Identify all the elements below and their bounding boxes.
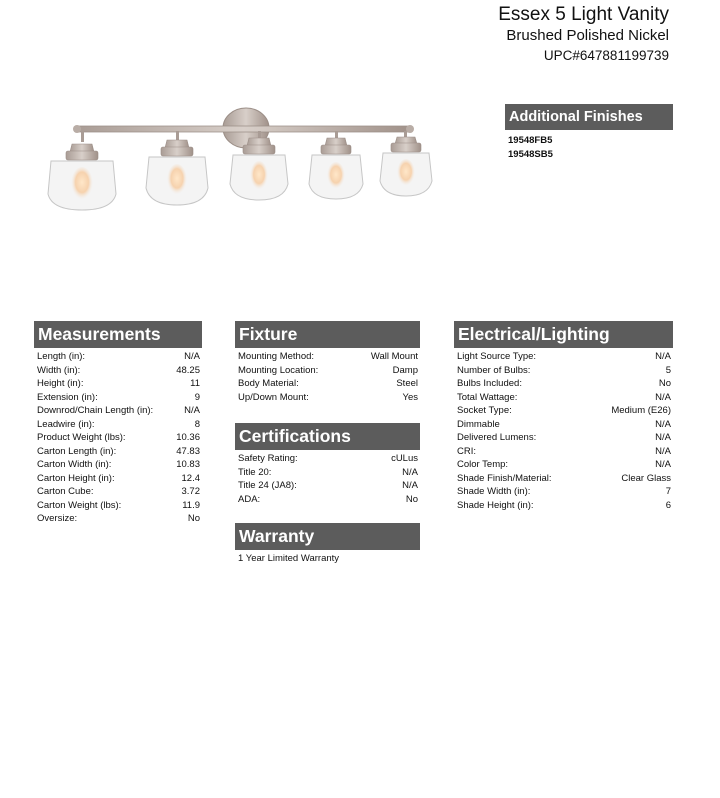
- spec-value: 10.83: [176, 459, 200, 470]
- spec-row: [34, 512, 202, 526]
- fixture-rows: [235, 350, 420, 404]
- spec-row: [34, 418, 202, 432]
- product-title: Essex 5 Light Vanity: [498, 4, 669, 25]
- spec-label: Shade Finish/Material:: [457, 472, 552, 484]
- spec-value: 48.25: [176, 364, 200, 376]
- spec-label: ADA:: [238, 493, 261, 505]
- spec-row: [235, 377, 420, 391]
- spec-label: Shade Height (in):: [457, 499, 534, 511]
- spec-value: Steel: [396, 378, 418, 389]
- spec-row: [454, 485, 673, 499]
- certifications-rows: [235, 452, 420, 506]
- spec-value: N/A: [655, 418, 671, 430]
- arm-bar: [76, 126, 412, 132]
- spec-row: [235, 479, 420, 493]
- spec-row: [235, 452, 420, 466]
- spec-row: [454, 377, 673, 391]
- spec-value: cULus: [391, 453, 418, 464]
- spec-row: [34, 377, 202, 391]
- spec-label: Carton Weight (lbs):: [37, 499, 122, 511]
- spec-value: 9: [194, 391, 200, 403]
- spec-value: N/A: [655, 459, 671, 470]
- spec-row: [235, 350, 420, 364]
- spec-value: Damp: [392, 364, 418, 376]
- spec-value: 7: [665, 486, 671, 497]
- warranty-section: [235, 523, 420, 566]
- spec-label: Safety Rating:: [238, 453, 298, 464]
- spec-label: CRI:: [457, 445, 476, 457]
- product-image: [46, 104, 438, 216]
- spec-value: 5: [665, 364, 671, 376]
- spec-value: Yes: [402, 391, 418, 403]
- fixture-section: [235, 321, 420, 404]
- spec-label: Carton Width (in):: [37, 459, 112, 470]
- electrical-rows: [454, 350, 673, 512]
- spec-row: [454, 350, 673, 364]
- spec-value: 10.36: [176, 432, 200, 443]
- spec-value: N/A: [655, 432, 671, 443]
- spec-row: [34, 350, 202, 364]
- spec-label: Dimmable: [457, 418, 500, 430]
- spec-row: [34, 499, 202, 513]
- spec-value: N/A: [655, 391, 671, 403]
- spec-sheet-header: [498, 4, 669, 66]
- spec-value: N/A: [655, 445, 671, 457]
- additional-finishes-panel: [505, 104, 673, 161]
- certifications-title: Certifications: [235, 423, 420, 450]
- spec-row: [34, 404, 202, 418]
- spec-value: 11.9: [182, 499, 200, 511]
- spec-label: Carton Length (in):: [37, 445, 117, 457]
- spec-label: Socket Type:: [457, 405, 512, 416]
- spec-label: Bulbs Included:: [457, 378, 522, 389]
- spec-value: N/A: [402, 480, 418, 491]
- spec-value: 3.72: [181, 486, 200, 497]
- spec-value: No: [405, 493, 418, 505]
- measurements-section: [34, 321, 202, 526]
- spec-value: N/A: [655, 351, 671, 362]
- spec-row: [454, 391, 673, 405]
- spec-value: Wall Mount: [370, 351, 418, 362]
- light-2: [146, 131, 208, 205]
- spec-row: [34, 364, 202, 378]
- spec-label: Oversize:: [37, 513, 78, 524]
- spec-value: 47.83: [176, 445, 200, 457]
- warranty-text: 1 Year Limited Warranty: [238, 553, 340, 564]
- spec-row: [235, 364, 420, 378]
- spec-label: Leadwire (in):: [37, 418, 95, 430]
- spec-label: Shade Width (in):: [457, 486, 531, 497]
- spec-value: No: [187, 513, 200, 524]
- spec-row: [34, 431, 202, 445]
- spec-value: No: [658, 378, 671, 389]
- fixture-title: Fixture: [235, 321, 420, 348]
- spec-row: [34, 472, 202, 486]
- spec-row: [454, 431, 673, 445]
- spec-row: [235, 391, 420, 405]
- spec-value: 12.4: [181, 472, 200, 484]
- spec-row: [454, 445, 673, 459]
- spec-label: Height (in):: [37, 378, 84, 389]
- spec-label: Width (in):: [37, 364, 81, 376]
- product-upc: UPC#647881199739: [543, 48, 669, 63]
- spec-label: Total Wattage:: [457, 391, 518, 403]
- spec-row: [454, 499, 673, 513]
- spec-label: Color Temp:: [457, 459, 509, 470]
- spec-row: [235, 493, 420, 507]
- arm-end-left: [73, 125, 81, 133]
- vanity-light-illustration: [46, 104, 438, 216]
- spec-label: Mounting Location:: [238, 364, 319, 376]
- spec-row: [454, 404, 673, 418]
- spec-row: [454, 418, 673, 432]
- spec-label: Title 24 (JA8):: [238, 480, 297, 491]
- spec-label: Up/Down Mount:: [238, 391, 309, 403]
- electrical-lighting-title: Electrical/Lighting: [454, 321, 673, 348]
- spec-value: N/A: [402, 466, 418, 478]
- additional-finishes-title: Additional Finishes: [505, 104, 673, 130]
- spec-value: N/A: [184, 351, 200, 362]
- spec-row: [34, 485, 202, 499]
- warranty-title: Warranty: [235, 523, 420, 550]
- spec-value: Clear Glass: [621, 472, 671, 484]
- spec-row: [34, 458, 202, 472]
- spec-row: [34, 391, 202, 405]
- arm-end-right: [406, 125, 414, 133]
- spec-label: Extension (in):: [37, 391, 98, 403]
- spec-label: Length (in):: [37, 351, 86, 362]
- spec-value: Medium (E26): [611, 405, 671, 416]
- certifications-section: [235, 423, 420, 506]
- spec-label: Light Source Type:: [457, 351, 537, 362]
- spec-row: [454, 458, 673, 472]
- spec-label: Title 20:: [238, 466, 272, 478]
- spec-row: [454, 472, 673, 486]
- light-1: [48, 131, 116, 210]
- spec-label: Number of Bulbs:: [457, 364, 531, 376]
- spec-row: [235, 466, 420, 480]
- light-4: [309, 131, 363, 199]
- finish-sku: 19548SB5: [508, 148, 553, 160]
- electrical-lighting-section: [454, 321, 673, 512]
- light-5: [380, 131, 432, 196]
- spec-label: Delivered Lumens:: [457, 432, 537, 443]
- spec-label: Body Material:: [238, 378, 299, 389]
- spec-value: 8: [194, 418, 200, 430]
- spec-label: Mounting Method:: [238, 351, 315, 362]
- finish-sku: 19548FB5: [508, 135, 553, 146]
- product-finish: Brushed Polished Nickel: [506, 27, 669, 44]
- spec-label: Product Weight (lbs):: [37, 432, 126, 443]
- spec-row: [34, 445, 202, 459]
- measurements-rows: [34, 350, 202, 526]
- spec-label: Downrod/Chain Length (in):: [37, 405, 154, 416]
- spec-value: 11: [190, 378, 200, 389]
- spec-row: [454, 364, 673, 378]
- spec-value: 6: [665, 499, 671, 511]
- spec-label: Carton Cube:: [37, 486, 94, 497]
- spec-value: N/A: [184, 405, 200, 416]
- measurements-title: Measurements: [34, 321, 202, 348]
- spec-label: Carton Height (in):: [37, 472, 115, 484]
